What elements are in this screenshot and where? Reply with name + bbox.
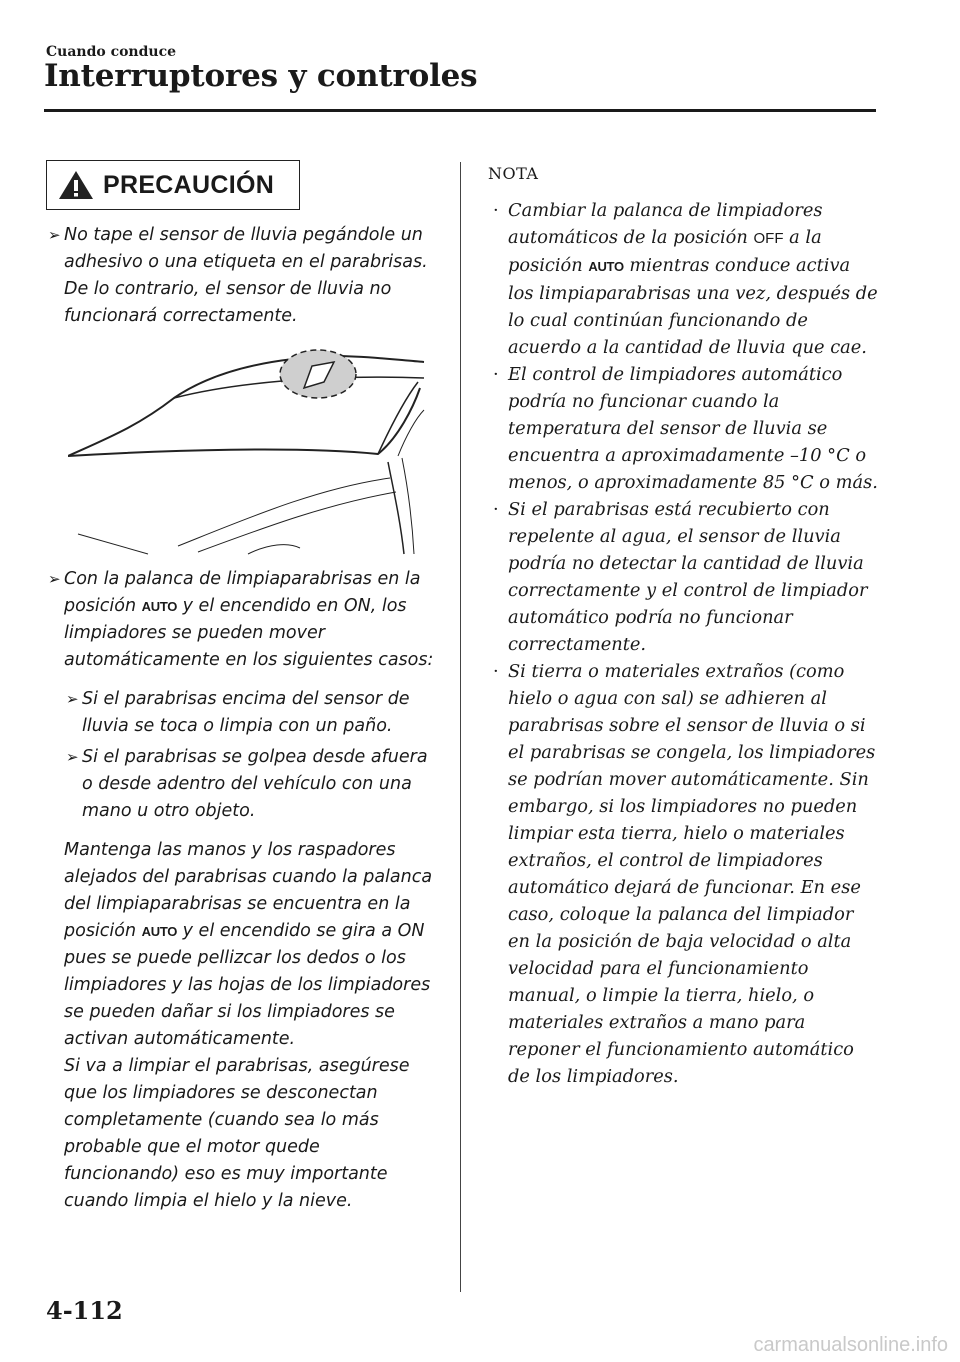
auto-position-mark: AUTO	[141, 599, 178, 614]
column-divider	[460, 162, 461, 1292]
note-content	[488, 160, 880, 1090]
bullet-dot-icon: ·	[493, 661, 499, 682]
caution-sub-bullet-1-text: Si el parabrisas encima del sensor de lluvia se toca o limpia con un paño.	[82, 689, 410, 736]
note-item-1-text-c: mientras conduce activa los limpiaparabrisas una vez, después de lo cual continúan funcionando de acuerdo a la cantidad de lluvia que cae.	[508, 255, 878, 358]
note-item-3	[488, 496, 880, 658]
bullet-dot-icon: ·	[493, 364, 499, 385]
caution-bullet-2-text-b: y el encendido en ON, los limpiadores se pueden mover automáticamente en los siguientes casos:	[64, 596, 434, 670]
caution-paragraph-1-text-b: y el encendido se gira a ON pues se puede pellizcar los dedos o los limpiadores y las hojas de los limpiadores se pueden dañar si los limpiadores se activan automáticamente.	[64, 921, 431, 1049]
caution-label: PRECAUCIÓN	[103, 170, 275, 199]
caution-paragraph-1-text-a: Mantenga las manos y los raspadores alejados del parabrisas cuando la palanca del limpiaparabrisas se encuentra en la posición	[64, 840, 433, 941]
arrow-bullet-icon: ➢	[48, 570, 61, 588]
caution-bullet-1-text: No tape el sensor de lluvia pegándole un adhesivo o una etiqueta en el parabrisas. De lo contrario, el sensor de lluvia no funcionará correctamente.	[64, 225, 428, 326]
note-item-4	[488, 658, 880, 1090]
header-rule	[44, 109, 876, 112]
watermark: carmanualsonline.info	[753, 1334, 948, 1356]
caution-box	[46, 160, 300, 210]
caution-sub-bullet-1	[66, 686, 440, 740]
note-label: NOTA	[488, 164, 539, 183]
section-label: Cuando conduce	[46, 44, 177, 60]
note-item-1	[488, 197, 880, 361]
caution-paragraph-1	[64, 837, 440, 1053]
caution-bullet-2	[48, 566, 440, 674]
note-item-2	[488, 361, 880, 496]
auto-position-mark: AUTO	[588, 259, 624, 274]
note-item-2-text: El control de limpiadores automático podría no funcionar cuando la temperatura del sensor de lluvia se encuentra a aproximadamente –10 °C o menos, o aproximadamente 85 °C o más.	[508, 364, 878, 493]
note-item-4-text: Si tierra o materiales extraños (como hielo o agua con sal) se adhieren al parabrisas sobre el sensor de lluvia o si el parabrisas se congela, los limpiadores se podrían mover automáticamente. Sin embargo, si los limpiadores no pueden limpiar esta tierra, hielo o materiales extraños, el control de limpiadores automático dejará de funcionar. En ese caso, coloque la palanca del limpiador en la posición de baja velocidad o alta velocidad para el funcionamiento manual, o limpie la tierra, hielo, o materiales extraños a mano para reponer el funcionamiento automático de los limpiadores.	[508, 661, 876, 1087]
note-item-3-text: Si el parabrisas está recubierto con repelente al agua, el sensor de lluvia podría no detectar la cantidad de lluvia correctamente y el control de limpiador automático podría no funcionar correctamente.	[508, 499, 868, 655]
page-title: Interruptores y controles	[44, 58, 478, 94]
page-number: 4-112	[46, 1296, 123, 1325]
bullet-dot-icon: ·	[493, 499, 499, 520]
caution-sub-bullet-2-text: Si el parabrisas se golpea desde afuera o desde adentro del vehículo con una mano u otro objeto.	[82, 747, 428, 821]
warning-triangle-icon	[57, 169, 95, 201]
caution-sub-bullet-2	[66, 744, 440, 825]
caution-bullet-2-text-a: Con la palanca de limpiaparabrisas en la posición	[64, 569, 421, 616]
auto-position-mark: AUTO	[141, 924, 178, 939]
note-item-1-text-b: a la posición	[508, 227, 822, 276]
bullet-dot-icon: ·	[493, 200, 499, 221]
caution-paragraph-2: Si va a limpiar el parabrisas, asegúrese que los limpiadores se desconectan completamente (cuando sea lo más probable que el motor quede funcionando) eso es muy importante cuando limpia el hielo y la nieve.	[64, 1056, 410, 1211]
off-position-mark: OFF	[753, 230, 784, 247]
arrow-bullet-icon: ➢	[66, 690, 79, 708]
windshield-rain-sensor-figure	[68, 338, 426, 556]
arrow-bullet-icon: ➢	[66, 748, 79, 766]
caution-content	[48, 222, 440, 1215]
arrow-bullet-icon: ➢	[48, 226, 61, 244]
caution-bullet-1	[48, 222, 440, 330]
note-item-1-text-a: Cambiar la palanca de limpiadores automáticos de la posición	[508, 200, 823, 248]
